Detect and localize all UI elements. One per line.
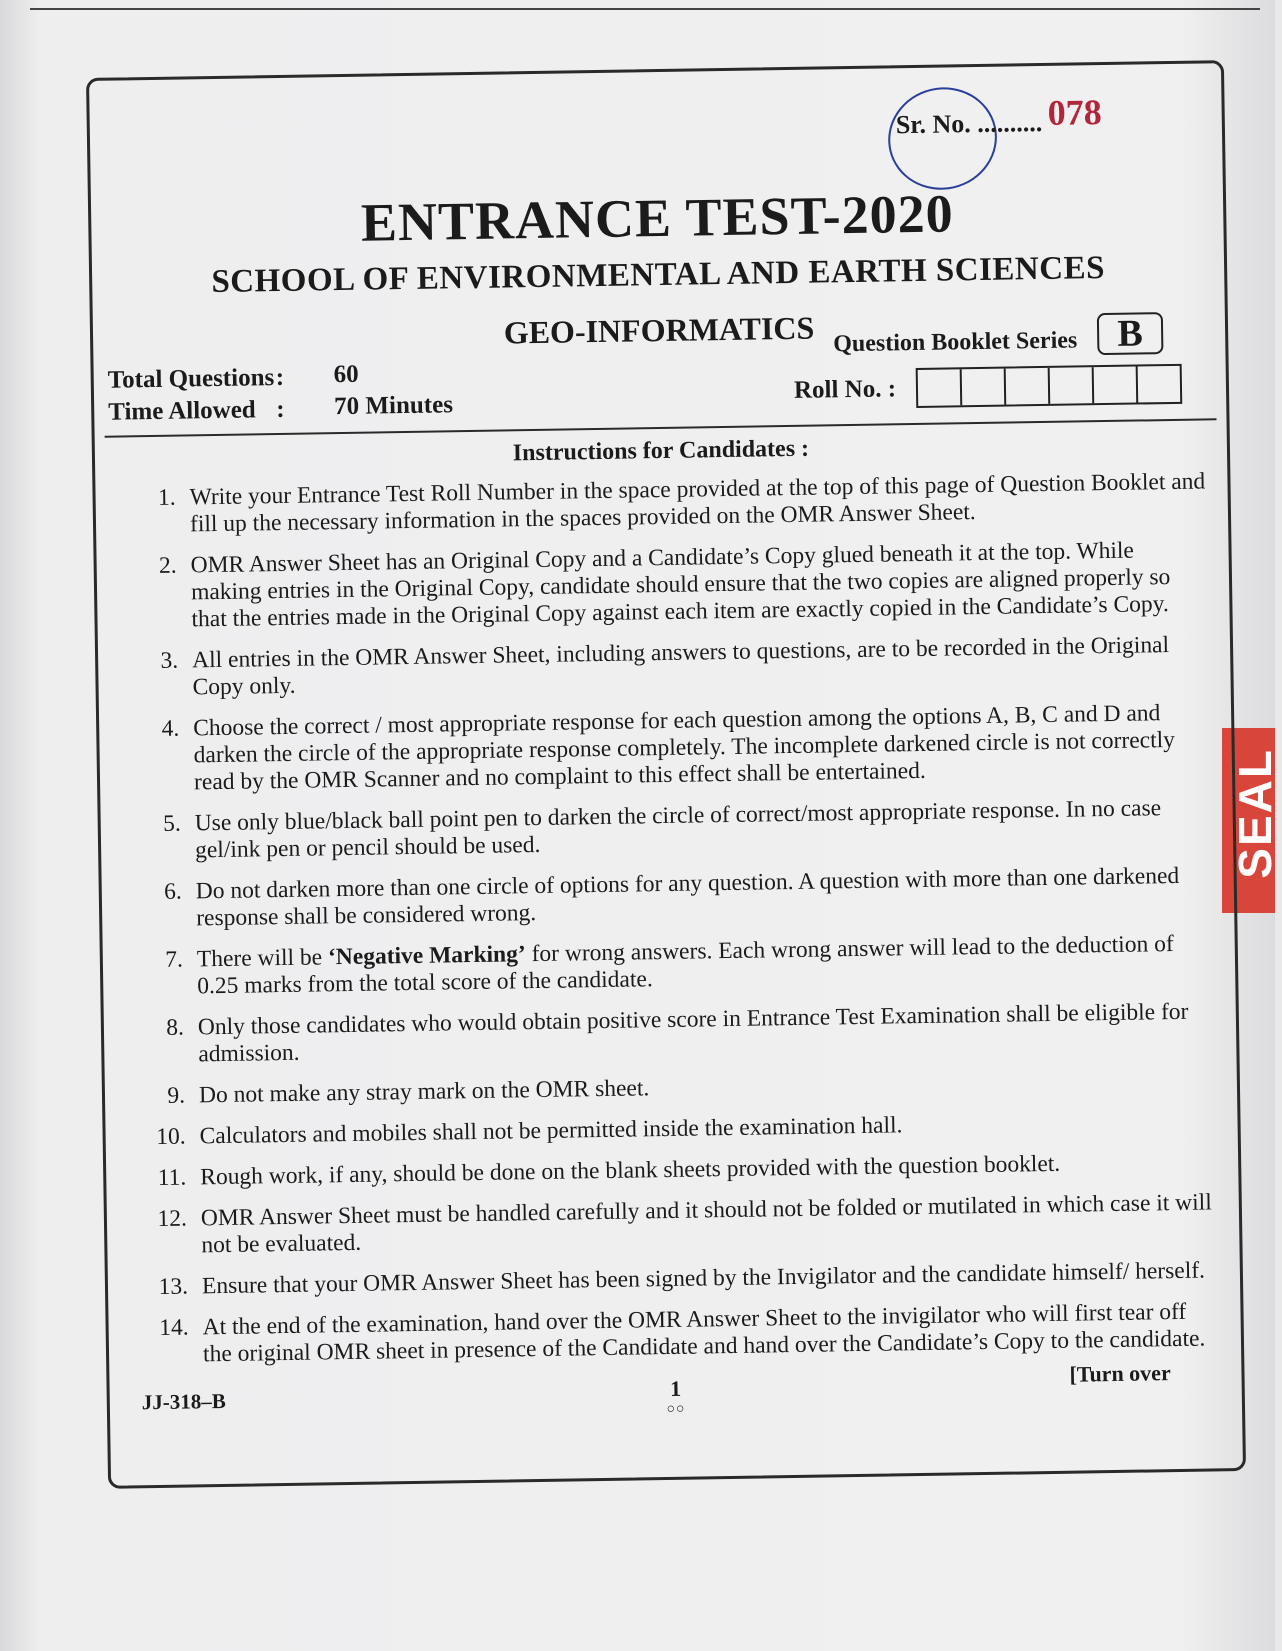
instruction-number: 11. bbox=[157, 1164, 187, 1192]
instruction-text: Rough work, if any, should be done on the blank sheets provided with the question booklet. bbox=[200, 1150, 1061, 1191]
page-ornament: ○○ bbox=[666, 1401, 686, 1418]
subject-name: GEO-INFORMATICS bbox=[503, 309, 815, 351]
instructions-title: Instructions for Candidates : bbox=[512, 435, 810, 467]
instruction-number: 1. bbox=[157, 484, 176, 511]
turn-over-note: [Turn over bbox=[1069, 1360, 1171, 1387]
instruction-item bbox=[146, 1257, 1220, 1301]
instruction-number: 6. bbox=[163, 878, 182, 905]
roll-digit-box[interactable] bbox=[918, 369, 963, 406]
roll-number-label: Roll No. : bbox=[793, 375, 897, 404]
instruction-item bbox=[140, 862, 1215, 933]
instruction-number: 5. bbox=[162, 810, 181, 837]
roll-digit-box[interactable] bbox=[1006, 368, 1051, 405]
negative-marking-emphasis: ‘Negative Marking’ bbox=[327, 941, 526, 971]
roll-digit-box[interactable] bbox=[1138, 366, 1181, 403]
roll-digit-box[interactable] bbox=[1050, 367, 1095, 404]
instruction-item bbox=[139, 794, 1214, 865]
seal-label: SEAL bbox=[1229, 748, 1281, 879]
instruction-text: Choose the correct / most appropriate response for each question among the options A, B, C and D and darken the circle of the appropriate response completely. The incomplete darkened circle is not correctly read by the OMR Scanner and no complaint to this effect shall be entertained. bbox=[193, 700, 1176, 796]
instruction-number: 9. bbox=[167, 1082, 186, 1109]
instruction-number: 13. bbox=[158, 1273, 189, 1301]
instruction-number: 4. bbox=[161, 715, 180, 742]
instruction-number: 10. bbox=[156, 1123, 186, 1151]
instruction-item bbox=[134, 536, 1209, 634]
instruction-text-end: for wrong answers. Each wrong answer will lead to the deduction of 0.25 marks from the total score of the candidate. bbox=[197, 931, 1174, 1000]
instruction-text: Only those candidates who would obtain positive score in Entrance Test Examination shall be eligible for admission. bbox=[197, 998, 1189, 1068]
instruction-text: Use only blue/black ball point pen to darken the circle of correct/most appropriate response. In no case gel/ink pen or pencil should be used. bbox=[194, 795, 1162, 864]
total-questions-colon: : bbox=[275, 363, 285, 392]
booklet-code: JJ-318–B bbox=[141, 1388, 226, 1415]
instruction-text: Write your Entrance Test Roll Number in the space provided at the top of this page of Question Booklet and fill up the necessary information in the spaces provided on the OMR Answer Sheet. bbox=[189, 468, 1206, 538]
instruction-text: At the end of the examination, hand over the OMR Answer Sheet to the invigilator who will first tear off the original OMR sheet in presence of the Candidate and hand over the Candidate’s Copy to the candidate. bbox=[202, 1298, 1206, 1368]
instruction-item bbox=[144, 1148, 1218, 1192]
instruction-text: Ensure that your OMR Answer Sheet has been signed by the Invigilator and the candidate himself/ herself. bbox=[201, 1257, 1206, 1300]
booklet-cover-page bbox=[86, 60, 1246, 1489]
roll-digit-box[interactable] bbox=[1094, 367, 1139, 404]
instruction-text bbox=[197, 930, 1216, 1000]
time-allowed-value: 70 Minutes bbox=[333, 391, 454, 421]
instruction-item bbox=[143, 1066, 1217, 1110]
series-badge: B bbox=[1097, 312, 1164, 355]
roll-number-boxes[interactable] bbox=[916, 364, 1183, 408]
page-title: ENTRANCE TEST-2020 bbox=[360, 183, 955, 253]
instruction-text: Do not make any stray mark on the OMR sheet. bbox=[198, 1075, 650, 1109]
instruction-text: All entries in the OMR Answer Sheet, including answers to questions, are to be recorded in the Original Copy only. bbox=[191, 632, 1170, 701]
instruction-number: 3. bbox=[160, 647, 179, 674]
instruction-item bbox=[142, 998, 1217, 1069]
instruction-item bbox=[136, 631, 1211, 702]
instruction-item bbox=[137, 699, 1212, 797]
instruction-number: 7. bbox=[165, 946, 184, 973]
instruction-number: 14. bbox=[159, 1314, 189, 1342]
instruction-item bbox=[146, 1298, 1221, 1369]
time-allowed-colon: : bbox=[276, 395, 285, 424]
total-questions-value: 60 bbox=[333, 360, 359, 389]
instruction-text: OMR Answer Sheet must be handled carefully and it should not be folded or mutilated in which case it will not be evaluated. bbox=[200, 1189, 1212, 1259]
instruction-number: 2. bbox=[158, 552, 177, 579]
instruction-item bbox=[145, 1189, 1220, 1260]
instruction-number: 8. bbox=[166, 1014, 185, 1041]
instruction-text: Do not darken more than one circle of options for any question. A question with more than one darkened response shall be considered wrong. bbox=[195, 862, 1180, 932]
roll-digit-box[interactable] bbox=[962, 369, 1007, 406]
page-number: 1 bbox=[669, 1375, 682, 1401]
instruction-text-start: There will be bbox=[196, 944, 329, 973]
serial-number-label: Sr. No. .......... bbox=[895, 107, 1043, 140]
instructions-list bbox=[133, 468, 1221, 1383]
total-questions-label: Total Questions bbox=[107, 364, 275, 394]
time-allowed-label: Time Allowed bbox=[108, 396, 256, 426]
instruction-number: 12. bbox=[157, 1205, 188, 1233]
serial-number-value: 078 bbox=[1047, 92, 1102, 133]
instruction-text: Calculators and mobiles shall not be permitted inside the examination hall. bbox=[199, 1112, 903, 1150]
scan-top-edge bbox=[30, 8, 1260, 10]
school-name: SCHOOL OF ENVIRONMENTAL AND EARTH SCIENCES bbox=[211, 250, 1106, 301]
instruction-item bbox=[143, 1107, 1217, 1151]
series-label: Question Booklet Series bbox=[833, 327, 1078, 358]
instruction-item bbox=[141, 930, 1216, 1001]
instruction-text: OMR Answer Sheet has an Original Copy and a Candidate’s Copy glued beneath it at the top. While making entries in the Original Copy, candidate should ensure that the two copies are aligned properly so that the entries made in the Original Copy against each item are exactly copied in the Candidate’s Copy. bbox=[190, 537, 1171, 633]
instruction-item bbox=[133, 468, 1208, 539]
